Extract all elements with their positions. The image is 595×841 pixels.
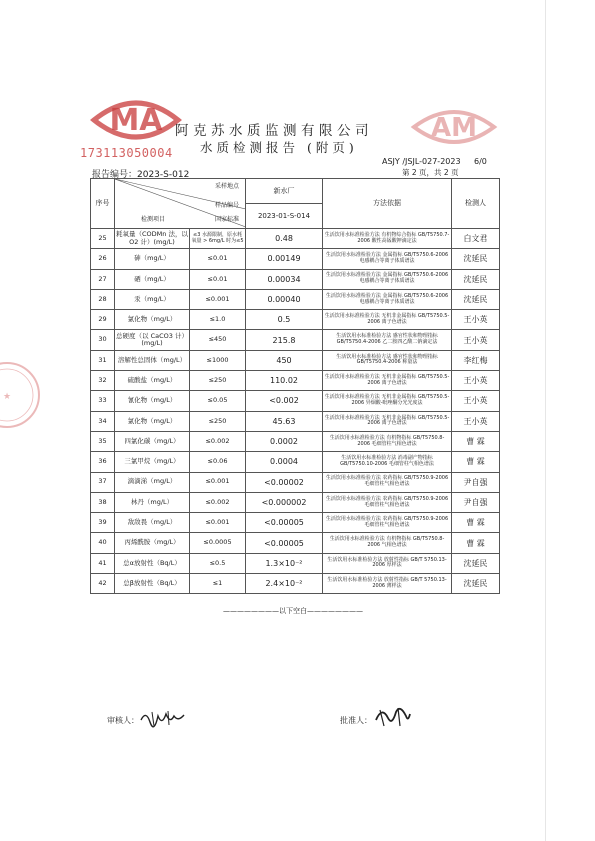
row-result: 110.02	[246, 371, 323, 391]
row-method: 生活饮用水标准检验方法 农药指标 GB/T5750.9-2006 毛细管柱气相色谱法	[323, 472, 452, 492]
header-method: 方法依据	[323, 179, 452, 229]
row-item: 总α放射性（Bq/L）	[115, 553, 190, 573]
row-seq: 41	[91, 553, 115, 573]
row-standard: ≤0.06	[190, 452, 246, 472]
svg-text:MA: MA	[109, 103, 163, 138]
side-seal-graphic	[0, 360, 42, 430]
doc-number: ASJY /JSJL-027-2023	[382, 157, 461, 166]
row-result: 450	[246, 350, 323, 370]
svg-text:AM: AM	[431, 113, 477, 143]
row-standard: ≤0.5	[190, 553, 246, 573]
row-method: 生活饮用水标准检验方法 金属指标 GB/T5750.6-2006 电感耦合等离子体质谱法	[323, 289, 452, 309]
row-tester: 沈延民	[452, 553, 500, 573]
row-tester: 尹自强	[452, 492, 500, 512]
row-standard: ≤0.05	[190, 391, 246, 411]
table-row	[91, 492, 500, 512]
approver-signature-graphic	[372, 702, 412, 730]
table-row	[91, 472, 500, 492]
row-result: 0.0004	[246, 452, 323, 472]
row-item: 溶解性总固体（mg/L）	[115, 350, 190, 370]
row-tester: 王小英	[452, 411, 500, 431]
row-standard: ≤450	[190, 330, 246, 350]
row-result: 0.00040	[246, 289, 323, 309]
row-tester: 王小英	[452, 330, 500, 350]
row-seq: 33	[91, 391, 115, 411]
row-tester: 曹 霖	[452, 533, 500, 553]
header-site-value: 新水厂	[246, 179, 323, 204]
row-tester: 沈延民	[452, 269, 500, 289]
report-number: 报告编号：2023-S-012	[92, 170, 190, 180]
row-item: 氰化物（mg/L）	[115, 391, 190, 411]
row-item: 总硬度（以 CaCO3 计）(mg/L)	[115, 330, 190, 350]
row-tester: 尹自强	[452, 472, 500, 492]
table-row	[91, 350, 500, 370]
row-standard: ≤250	[190, 371, 246, 391]
row-standard: ≤0.0005	[190, 533, 246, 553]
row-standard: ≤0.001	[190, 289, 246, 309]
table-row	[91, 553, 500, 573]
row-result: 0.00034	[246, 269, 323, 289]
row-item: 四氯化碳（mg/L）	[115, 431, 190, 451]
doc-version: 6/0	[474, 157, 487, 166]
row-method: 生活饮用水标准检验方法 有机物指标 GB/T5750.8-2006 毛细管柱气相色谱法	[323, 431, 452, 451]
table-row	[91, 269, 500, 289]
page-edge	[545, 0, 546, 841]
page-info: 第 2 页，共 2 页	[402, 168, 459, 177]
row-seq: 29	[91, 310, 115, 330]
row-standard: ≤1.0	[190, 310, 246, 330]
row-tester: 曹 霖	[452, 452, 500, 472]
row-method: 生活饮用水标准检验方法 无机非金属指标 GB/T5750.5-2006 离子色谱法	[323, 411, 452, 431]
row-tester: 曹 霖	[452, 513, 500, 533]
row-standard: ≤0.001	[190, 513, 246, 533]
table-row	[91, 452, 500, 472]
row-item: 氯化物（mg/L）	[115, 310, 190, 330]
row-tester: 王小英	[452, 310, 500, 330]
row-standard: ≤1000	[190, 350, 246, 370]
stamp-code: 173113050004	[80, 146, 173, 160]
row-tester: 王小英	[452, 391, 500, 411]
row-item: 丙烯酰胺（mg/L）	[115, 533, 190, 553]
header-site-label: 采样地点	[215, 183, 240, 190]
row-method: 生活饮用水标准检验方法 有机物指标 GB/T5750.8-2006 气相色谱法	[323, 533, 452, 553]
header-seq: 序号	[91, 179, 115, 229]
row-result: 215.8	[246, 330, 323, 350]
row-seq: 42	[91, 574, 115, 594]
row-method: 生活饮用水标准检验方法 放射性指标 GB/T 5750.13-2006 薄样法	[323, 574, 452, 594]
reviewer-signature	[138, 706, 186, 730]
row-seq: 28	[91, 289, 115, 309]
header-std-label: 国家标准	[215, 216, 240, 223]
row-seq: 31	[91, 350, 115, 370]
row-item: 耗氧量（CODMn 法，以 O2 计）(mg/L)	[115, 229, 190, 249]
row-item: 总β放射性（Bq/L）	[115, 574, 190, 594]
row-method: 生活饮用水标准检验方法 农药指标 GB/T5750.9-2006 毛细管柱气相色谱法	[323, 513, 452, 533]
table-row	[91, 431, 500, 451]
row-seq: 27	[91, 269, 115, 289]
reviewer-signature-graphic	[138, 706, 186, 730]
row-result: <0.000002	[246, 492, 323, 512]
row-tester: 沈延民	[452, 249, 500, 269]
header-sample-value: 2023-01-S-014	[246, 204, 323, 229]
row-result: <0.002	[246, 391, 323, 411]
table-row	[91, 249, 500, 269]
row-seq: 32	[91, 371, 115, 391]
row-seq: 37	[91, 472, 115, 492]
ma-stamp-graphic	[86, 92, 186, 148]
svg-text:★: ★	[2, 392, 12, 402]
row-item: 林丹（mg/L）	[115, 492, 190, 512]
row-result: <0.00005	[246, 513, 323, 533]
row-item: 三氯甲烷（mg/L）	[115, 452, 190, 472]
row-method: 生活饮用水标准检验方法 金属指标 GB/T5750.6-2006 电感耦合等离子体质谱法	[323, 249, 452, 269]
side-seal-stamp	[0, 360, 42, 430]
header-sample-label: 样品编号	[215, 202, 240, 209]
row-tester: 白文君	[452, 229, 500, 249]
table-row	[91, 289, 500, 309]
approver-label: 批准人：	[340, 716, 372, 725]
row-seq: 25	[91, 229, 115, 249]
row-method: 生活饮用水标准检验方法 无机非金属指标 GB/T5750.5-2006 离子色谱法	[323, 310, 452, 330]
row-seq: 30	[91, 330, 115, 350]
table-row	[91, 533, 500, 553]
row-item: 滴滴涕（mg/L）	[115, 472, 190, 492]
row-method: 生活饮用水标准检验方法 农药指标 GB/T5750.9-2006 毛细管柱气相色谱法	[323, 492, 452, 512]
blank-note: ————————以下空白————————	[223, 607, 363, 615]
row-standard: ≤0.001	[190, 472, 246, 492]
row-seq: 39	[91, 513, 115, 533]
table-row	[91, 513, 500, 533]
row-seq: 38	[91, 492, 115, 512]
row-method: 生活饮用水标准检验方法 感官性状和物理指标 GB/T5750.4-2006 乙二胺四乙酸二钠滴定法	[323, 330, 452, 350]
header-diagonal-cell	[115, 179, 246, 229]
row-standard: ≤0.002	[190, 492, 246, 512]
row-result: 0.00149	[246, 249, 323, 269]
row-result: 1.3×10⁻²	[246, 553, 323, 573]
header-tester: 检测人	[452, 179, 500, 229]
row-result: 0.48	[246, 229, 323, 249]
table-row	[91, 330, 500, 350]
row-item: 砷（mg/L）	[115, 249, 190, 269]
table-row	[91, 574, 500, 594]
row-method: 生活饮用水标准检验方法 感官性状和物理指标 GB/T5750.4-2006 称量法	[323, 350, 452, 370]
row-method: 生活饮用水标准检验方法 放射性指标 GB/T 5750.13-2006 厚样法	[323, 553, 452, 573]
report-title: 水质检测报告 (附页)	[200, 140, 358, 155]
table-row	[91, 371, 500, 391]
row-seq: 26	[91, 249, 115, 269]
ma-stamp	[86, 92, 186, 148]
row-method: 生活饮用水标准检验方法 金属指标 GB/T5750.6-2006 电感耦合等离子体质谱法	[323, 269, 452, 289]
row-result: 0.5	[246, 310, 323, 330]
row-tester: 曹 霖	[452, 431, 500, 451]
table-row	[91, 391, 500, 411]
org-name: 阿克苏水质监测有限公司	[175, 123, 373, 139]
row-standard: ≤0.002	[190, 431, 246, 451]
row-result: 2.4×10⁻²	[246, 574, 323, 594]
table-row	[91, 411, 500, 431]
row-tester: 沈延民	[452, 289, 500, 309]
row-standard: ≤250	[190, 411, 246, 431]
row-tester: 王小英	[452, 371, 500, 391]
approver-signature	[372, 702, 412, 730]
row-seq: 35	[91, 431, 115, 451]
results-body	[91, 229, 500, 594]
header-item-label: 检测项目	[141, 216, 166, 223]
row-method: 生活饮用水标准检验方法 消毒副产物指标 GB/T5750.10-2006 毛细管柱气相色谱法	[323, 452, 452, 472]
ma-stamp-right-graphic	[408, 102, 500, 152]
row-seq: 36	[91, 452, 115, 472]
row-result: <0.00002	[246, 472, 323, 492]
row-method: 生活饮用水标准检验方法 有机物综合指标 GB/T5750.7-2006 酸性高锰酸钾滴定法	[323, 229, 452, 249]
row-standard: ≤0.01	[190, 269, 246, 289]
row-item: 汞（mg/L）	[115, 289, 190, 309]
row-item: 氯化物（mg/L）	[115, 411, 190, 431]
row-item: 敌敌畏（mg/L）	[115, 513, 190, 533]
row-seq: 34	[91, 411, 115, 431]
row-standard: ≤3 水源限制，原水耗氧量 > 6mg/L 时为≤5	[190, 229, 246, 249]
table-row	[91, 229, 500, 249]
row-result: 0.0002	[246, 431, 323, 451]
results-table	[90, 178, 500, 594]
row-method: 生活饮用水标准检验方法 无机非金属指标 GB/T5750.5-2006 异烟酸-吡唑酮分光光度法	[323, 391, 452, 411]
row-seq: 40	[91, 533, 115, 553]
row-result: 45.63	[246, 411, 323, 431]
row-item: 硫酸盐（mg/L）	[115, 371, 190, 391]
ma-stamp-right	[408, 102, 500, 152]
table-row	[91, 310, 500, 330]
row-method: 生活饮用水标准检验方法 无机非金属指标 GB/T5750.5-2006 离子色谱法	[323, 371, 452, 391]
reviewer-label: 审核人：	[107, 716, 139, 725]
row-standard: ≤1	[190, 574, 246, 594]
row-tester: 李红梅	[452, 350, 500, 370]
row-standard: ≤0.01	[190, 249, 246, 269]
row-item: 硒（mg/L）	[115, 269, 190, 289]
row-tester: 沈延民	[452, 574, 500, 594]
row-result: <0.00005	[246, 533, 323, 553]
